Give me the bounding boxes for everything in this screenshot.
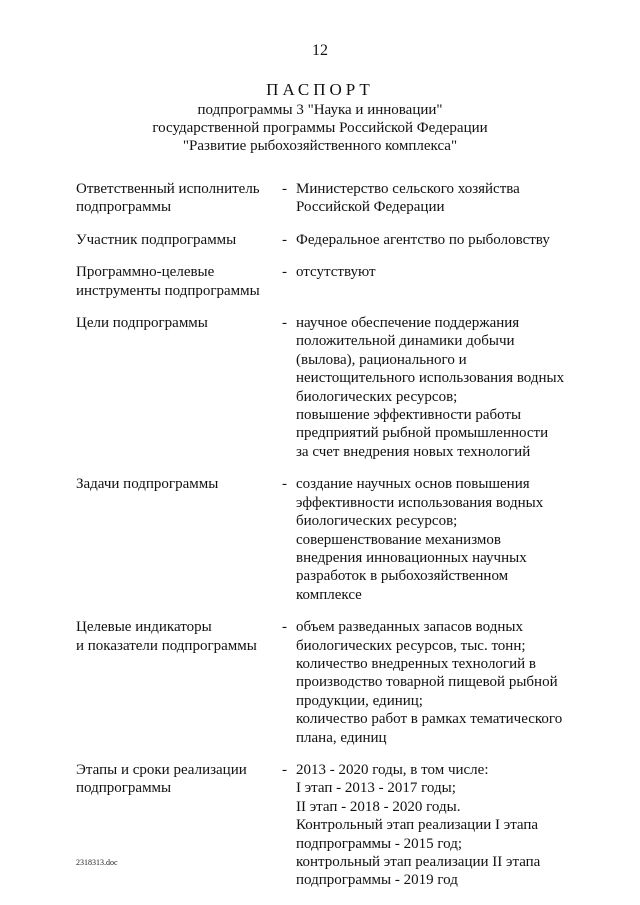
row-value-line: разработок в рыбохозяйственном — [296, 568, 509, 585]
file-name-footer: 2318313.doc — [76, 858, 118, 867]
row-dash: - — [282, 315, 287, 332]
row-value — [296, 180, 596, 217]
row-label-line: инструменты подпрограммы — [76, 282, 260, 299]
row-label — [76, 761, 282, 890]
row-label — [76, 231, 282, 249]
row-value-line: 2013 - 2020 годы, в том числе: — [296, 761, 489, 778]
row-value-line: (вылова), рационального и — [296, 351, 467, 368]
row-value-line: I этап - 2013 - 2017 годы; — [296, 780, 456, 797]
row-value-line: подпрограммы - 2015 год; — [296, 835, 463, 852]
row-dash: - — [282, 181, 287, 197]
row-label — [76, 180, 282, 217]
row-label — [76, 314, 282, 461]
row-value — [296, 761, 596, 890]
page-number: 12 — [312, 42, 328, 59]
row-dash: - — [282, 619, 287, 636]
row-label-line: подпрограммы — [76, 199, 172, 216]
row-value-line: научное обеспечение поддержания — [296, 315, 520, 332]
row-value-line: количество работ в рамках тематического — [296, 711, 563, 728]
row-value-line: предприятий рыбной промышленности — [296, 425, 549, 442]
passport-row — [76, 618, 596, 747]
row-value-line: положительной динамики добычи — [296, 333, 515, 350]
row-value-line: неистощительного использования водных — [296, 370, 565, 387]
row-value-line: создание научных основ повышения — [296, 476, 530, 493]
row-value-line: внедрения инновационных научных — [296, 549, 527, 566]
row-label-line: Участник подпрограммы — [76, 231, 237, 248]
row-value-line: Федеральное агентство по рыболовству — [296, 231, 550, 248]
row-value-line: объем разведанных запасов водных — [296, 619, 523, 636]
row-label-line: Ответственный исполнитель — [76, 181, 260, 197]
row-label — [76, 475, 282, 604]
row-value-line: за счет внедрения новых технологий — [296, 443, 531, 460]
row-value-line: комплексе — [296, 586, 362, 603]
row-value-line: эффективности использования водных — [296, 494, 544, 511]
row-dash: - — [282, 264, 287, 281]
passport-row — [76, 475, 596, 604]
row-value-line: совершенствование механизмов — [296, 531, 501, 548]
row-value-line: подпрограммы - 2019 год — [296, 872, 458, 889]
row-dash: - — [282, 231, 287, 248]
row-value-line: биологических ресурсов; — [296, 388, 458, 405]
row-label — [76, 618, 282, 747]
passport-row — [76, 263, 596, 300]
row-value-line: плана, единиц — [296, 729, 387, 746]
passport-row — [76, 231, 596, 249]
row-value-line: продукции, единиц; — [296, 692, 423, 709]
row-label — [76, 263, 282, 300]
row-value-line: Контрольный этап реализации I этапа — [296, 817, 539, 834]
passport-row — [76, 180, 596, 217]
row-dash: - — [282, 476, 287, 493]
row-label-line: Этапы и сроки реализации — [76, 761, 247, 778]
row-label-line: Целевые индикаторы — [76, 619, 212, 636]
row-label-line: Задачи подпрограммы — [76, 476, 219, 493]
row-value — [296, 231, 596, 249]
row-value — [296, 314, 596, 461]
row-value-line: биологических ресурсов; — [296, 513, 458, 530]
subtitle-line: "Развитие рыбохозяйственного комплекса" — [182, 138, 458, 154]
row-value — [296, 263, 596, 300]
passport-row — [76, 314, 596, 461]
row-value-line: Министерство сельского хозяйства — [296, 181, 520, 197]
row-value — [296, 618, 596, 747]
row-value-line: биологических ресурсов, тыс. тонн; — [296, 637, 526, 654]
document-title: ПАСПОРТ — [266, 80, 374, 99]
subtitle-line: государственной программы Российской Федерации — [152, 120, 488, 136]
row-value-line: контрольный этап реализации II этапа — [296, 854, 541, 870]
row-label-line: Цели подпрограммы — [76, 315, 208, 332]
row-label-line: и показатели подпрограммы — [76, 637, 257, 654]
row-value — [296, 475, 596, 604]
row-value-line: отсутствуют — [296, 264, 376, 281]
row-label-line: подпрограммы — [76, 780, 172, 797]
row-value-line: II этап - 2018 - 2020 годы. — [296, 798, 461, 815]
passport-row — [76, 761, 596, 890]
row-dash: - — [282, 761, 287, 778]
row-value-line: количество внедренных технологий в — [296, 655, 536, 672]
document-subtitle — [0, 101, 640, 155]
row-value-line: повышение эффективности работы — [296, 407, 522, 424]
subtitle-line: подпрограммы 3 "Наука и инновации" — [197, 102, 443, 118]
row-value-line: производство товарной пищевой рыбной — [296, 674, 558, 691]
passport-table — [76, 180, 596, 904]
row-value-line: Российской Федерации — [296, 199, 445, 216]
row-label-line: Программно-целевые — [76, 264, 215, 281]
